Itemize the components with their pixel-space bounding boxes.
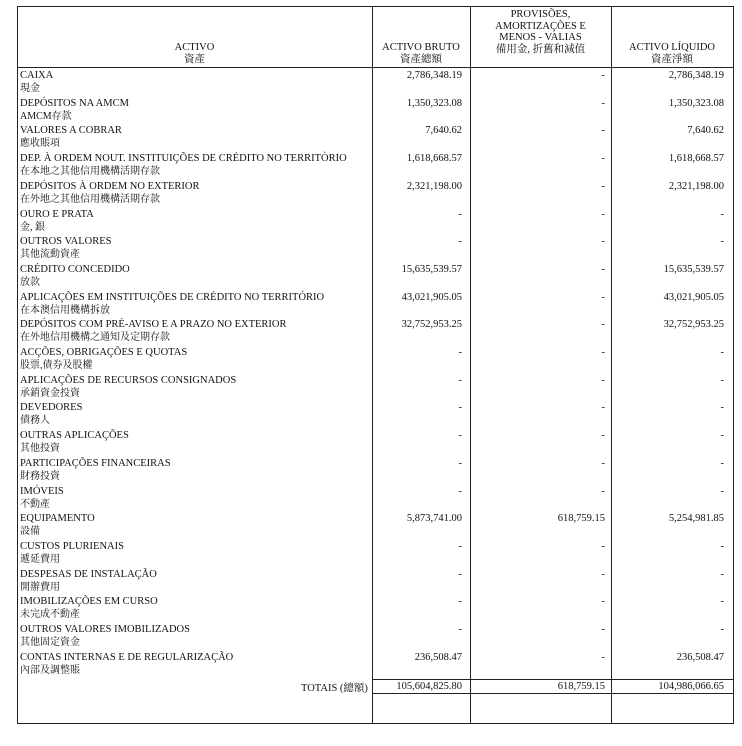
row-label-pt: DEVEDORES — [20, 402, 83, 414]
row-label-pt: OURO E PRATA — [20, 208, 94, 220]
cell-activo-bruto: - — [458, 402, 462, 414]
row-label — [20, 180, 199, 206]
cell-activo-bruto: - — [458, 374, 462, 386]
row-label-zh: 其他流動資產 — [20, 249, 80, 261]
cell-activo-bruto: - — [458, 624, 462, 635]
header-activo-liquido: ACTIVO LÍQUIDO 資產淨額 — [628, 42, 716, 65]
row-label-pt: PARTICIPAÇÕES FINANCEIRAS — [20, 457, 171, 469]
table-row — [17, 152, 734, 180]
cell-activo-liquido: 32,752,953.25 — [663, 319, 724, 331]
cell-provisoes: - — [601, 430, 605, 442]
cell-provisoes: - — [601, 291, 605, 303]
row-label-zh: 股票,債券及股權 — [20, 360, 93, 371]
row-label — [20, 263, 130, 289]
total-bruto: 105,604,825.80 — [396, 681, 462, 692]
cell-activo-bruto: 2,786,348.19 — [406, 70, 462, 81]
table-row — [17, 568, 734, 596]
table-row — [17, 623, 734, 651]
table-row — [17, 485, 734, 513]
cell-activo-liquido: - — [720, 402, 724, 414]
table-row — [17, 69, 734, 97]
row-label — [20, 401, 82, 427]
row-label — [20, 429, 129, 455]
row-label — [20, 374, 236, 400]
cell-activo-bruto: 43,021,905.05 — [401, 291, 462, 303]
cell-activo-liquido: - — [720, 485, 724, 497]
cell-activo-bruto: - — [458, 457, 462, 469]
table-row — [17, 291, 734, 319]
cell-activo-bruto: 236,508.47 — [414, 651, 462, 663]
cell-provisoes: - — [601, 97, 605, 109]
cell-activo-bruto: - — [458, 540, 462, 552]
table-bottom-line — [17, 723, 734, 724]
row-label — [20, 69, 53, 95]
row-label-pt: APLICAÇÕES DE RECURSOS CONSIGNADOS — [20, 374, 237, 386]
table-row — [17, 97, 734, 125]
row-label-pt: CRÉDITO CONCEDIDO — [20, 263, 130, 275]
cell-activo-liquido: 5,254,981.85 — [668, 513, 724, 525]
row-label-zh: 債務人 — [20, 415, 50, 427]
row-label-zh: 放款 — [20, 276, 40, 288]
row-label-pt: ACÇÕES, OBRIGAÇÕES E QUOTAS — [20, 347, 188, 358]
row-label-zh: 在外地之其他信用機構活期存款 — [20, 193, 160, 205]
totals-label: TOTAIS (總額) — [301, 683, 368, 694]
totals-bottom-line — [372, 693, 734, 694]
cell-provisoes: - — [601, 236, 605, 248]
row-label-zh: 在本澳信用機構拆放 — [20, 304, 110, 316]
cell-activo-bruto: 15,635,539.57 — [401, 263, 462, 275]
row-label-zh: 其他投資 — [20, 443, 60, 455]
cell-activo-bruto: 1,350,323.08 — [406, 97, 462, 109]
cell-activo-liquido: 1,350,323.08 — [668, 97, 724, 109]
cell-activo-bruto: 2,321,198.00 — [406, 180, 462, 192]
table-row — [17, 124, 734, 152]
row-label-zh: 承銷資金投資 — [20, 387, 80, 399]
row-label-pt: CUSTOS PLURIENAIS — [20, 540, 124, 552]
row-label — [20, 235, 112, 261]
cell-provisoes: 618,759.15 — [557, 513, 605, 525]
balance-sheet-table — [17, 6, 734, 724]
row-label-zh: 遞延費用 — [20, 553, 60, 565]
row-label — [20, 152, 347, 178]
cell-activo-bruto: - — [458, 430, 462, 442]
cell-provisoes: - — [601, 457, 605, 469]
row-label-pt: DEPÓSITOS À ORDEM NO EXTERIOR — [20, 180, 200, 192]
row-label — [20, 291, 324, 317]
cell-activo-bruto: 7,640.62 — [425, 125, 462, 137]
row-label-zh: 現金 — [20, 83, 40, 94]
row-label-zh: 其他固定資金 — [20, 637, 80, 648]
row-label-pt: DEPÓSITOS NA AMCM — [20, 97, 129, 109]
row-label — [20, 457, 171, 483]
row-label-zh: 在本地之其他信用機構活期存款 — [20, 166, 160, 178]
header-activo: ACTIVO 資產 — [174, 42, 215, 65]
cell-activo-liquido: 15,635,539.57 — [663, 263, 724, 275]
row-label-pt: IMOBILIZAÇÕES EM CURSO — [20, 596, 158, 608]
row-label-pt: CAIXA — [20, 70, 54, 81]
cell-activo-liquido: - — [720, 540, 724, 552]
row-label-zh: 在外地信用機構之通知及定期存款 — [20, 332, 170, 344]
table-row — [17, 540, 734, 568]
cell-provisoes: - — [601, 263, 605, 275]
cell-provisoes: - — [601, 319, 605, 331]
header-top-line — [17, 6, 734, 7]
cell-activo-liquido: - — [720, 430, 724, 442]
total-liquido: 104,986,066.65 — [658, 681, 724, 692]
table-row — [17, 595, 734, 623]
cell-activo-liquido: - — [720, 236, 724, 248]
cell-activo-liquido: - — [720, 347, 724, 358]
table-row — [17, 318, 734, 346]
cell-activo-liquido: 2,321,198.00 — [668, 180, 724, 192]
row-label — [20, 623, 190, 649]
row-label-pt: OUTRAS APLICAÇÕES — [20, 430, 129, 442]
row-label — [20, 512, 95, 538]
row-label-pt: EQUIPAMENTO — [20, 513, 95, 525]
cell-activo-liquido: 2,786,348.19 — [668, 70, 724, 81]
row-label-pt: VALORES A COBRAR — [20, 125, 122, 137]
row-label-zh: 不動產 — [20, 498, 50, 510]
cell-provisoes: - — [601, 485, 605, 497]
cell-provisoes: - — [601, 180, 605, 192]
cell-provisoes: - — [601, 70, 605, 81]
cell-activo-bruto: - — [458, 485, 462, 497]
row-label-zh: AMCM存款 — [20, 110, 72, 122]
table-row — [17, 401, 734, 429]
cell-provisoes: - — [601, 624, 605, 635]
row-label-pt: DESPESAS DE INSTALAÇÃO — [20, 568, 157, 580]
table-row — [17, 180, 734, 208]
table-row — [17, 512, 734, 540]
cell-activo-liquido: - — [720, 624, 724, 635]
total-provisoes: 618,759.15 — [557, 681, 605, 692]
header-bottom-line — [17, 67, 734, 68]
row-label-zh: 金, 銀 — [20, 221, 45, 233]
cell-activo-liquido: 1,618,668.57 — [668, 153, 724, 165]
cell-provisoes: - — [601, 208, 605, 220]
row-label — [20, 124, 122, 150]
row-label — [20, 485, 64, 511]
cell-activo-liquido: 236,508.47 — [676, 651, 724, 663]
cell-activo-bruto: - — [458, 596, 462, 608]
cell-activo-liquido: - — [720, 374, 724, 386]
cell-activo-liquido: - — [720, 208, 724, 220]
table-row — [17, 263, 734, 291]
cell-activo-bruto: 32,752,953.25 — [401, 319, 462, 331]
cell-activo-bruto: - — [458, 208, 462, 220]
cell-activo-liquido: 7,640.62 — [687, 125, 724, 137]
row-label — [20, 595, 158, 621]
row-label-zh: 內部及調整賬 — [20, 664, 80, 676]
row-label-pt: OUTROS VALORES — [20, 236, 112, 248]
table-row — [17, 374, 734, 402]
row-label-pt: DEP. À ORDEM NOUT. INSTITUIÇÕES DE CRÉDITO NO TERRITÒRIO — [20, 153, 347, 165]
row-label — [20, 208, 94, 234]
row-label — [20, 97, 129, 123]
cell-provisoes: - — [601, 596, 605, 608]
row-label-pt: DEPÓSITOS COM PRÉ-AVISO E A PRAZO NO EXTERIOR — [20, 319, 287, 331]
table-row — [17, 235, 734, 263]
cell-activo-bruto: - — [458, 236, 462, 248]
table-row — [17, 346, 734, 374]
header-activo-bruto: ACTIVO BRUTO 資產總額 — [382, 42, 460, 65]
table-row — [17, 651, 734, 679]
row-label-zh: 開辦費用 — [20, 581, 60, 593]
cell-provisoes: - — [601, 568, 605, 580]
row-label-zh: 應收賬項 — [20, 138, 60, 150]
cell-provisoes: - — [601, 540, 605, 552]
table-row — [17, 457, 734, 485]
cell-activo-liquido: 43,021,905.05 — [663, 291, 724, 303]
cell-provisoes: - — [601, 153, 605, 165]
cell-activo-bruto: - — [458, 568, 462, 580]
table-row — [17, 208, 734, 236]
row-label — [20, 651, 233, 677]
row-label-pt: OUTROS VALORES IMOBILIZADOS — [20, 624, 190, 635]
cell-activo-liquido: - — [720, 596, 724, 608]
table-row — [17, 429, 734, 457]
cell-activo-liquido: - — [720, 568, 724, 580]
cell-activo-bruto: 5,873,741.00 — [406, 513, 462, 525]
row-label-pt: APLICAÇÕES EM INSTITUIÇÕES DE CRÉDITO NO TERRITÓRIO — [20, 291, 325, 303]
cell-activo-liquido: - — [720, 457, 724, 469]
row-label-zh: 未完成不動產 — [20, 609, 80, 621]
cell-activo-bruto: 1,618,668.57 — [406, 153, 462, 165]
row-label-zh: 設備 — [20, 526, 40, 538]
cell-provisoes: - — [601, 651, 605, 663]
row-label-pt: IMÓVEIS — [20, 485, 64, 497]
cell-provisoes: - — [601, 402, 605, 414]
header-provisoes: PROVISÕES, AMORTIZAÇÕES E MENOS - VALIAS 備用金, 折舊和減值 — [495, 9, 586, 55]
cell-provisoes: - — [601, 125, 605, 137]
cell-provisoes: - — [601, 374, 605, 386]
row-label-pt: CONTAS INTERNAS E DE REGULARIZAÇÃO — [20, 651, 234, 663]
row-label-zh: 財務投資 — [20, 470, 60, 482]
cell-provisoes: - — [601, 347, 605, 358]
row-label — [20, 318, 287, 344]
row-label — [20, 346, 187, 372]
row-label — [20, 540, 124, 566]
cell-activo-bruto: - — [458, 347, 462, 358]
row-label — [20, 568, 157, 594]
